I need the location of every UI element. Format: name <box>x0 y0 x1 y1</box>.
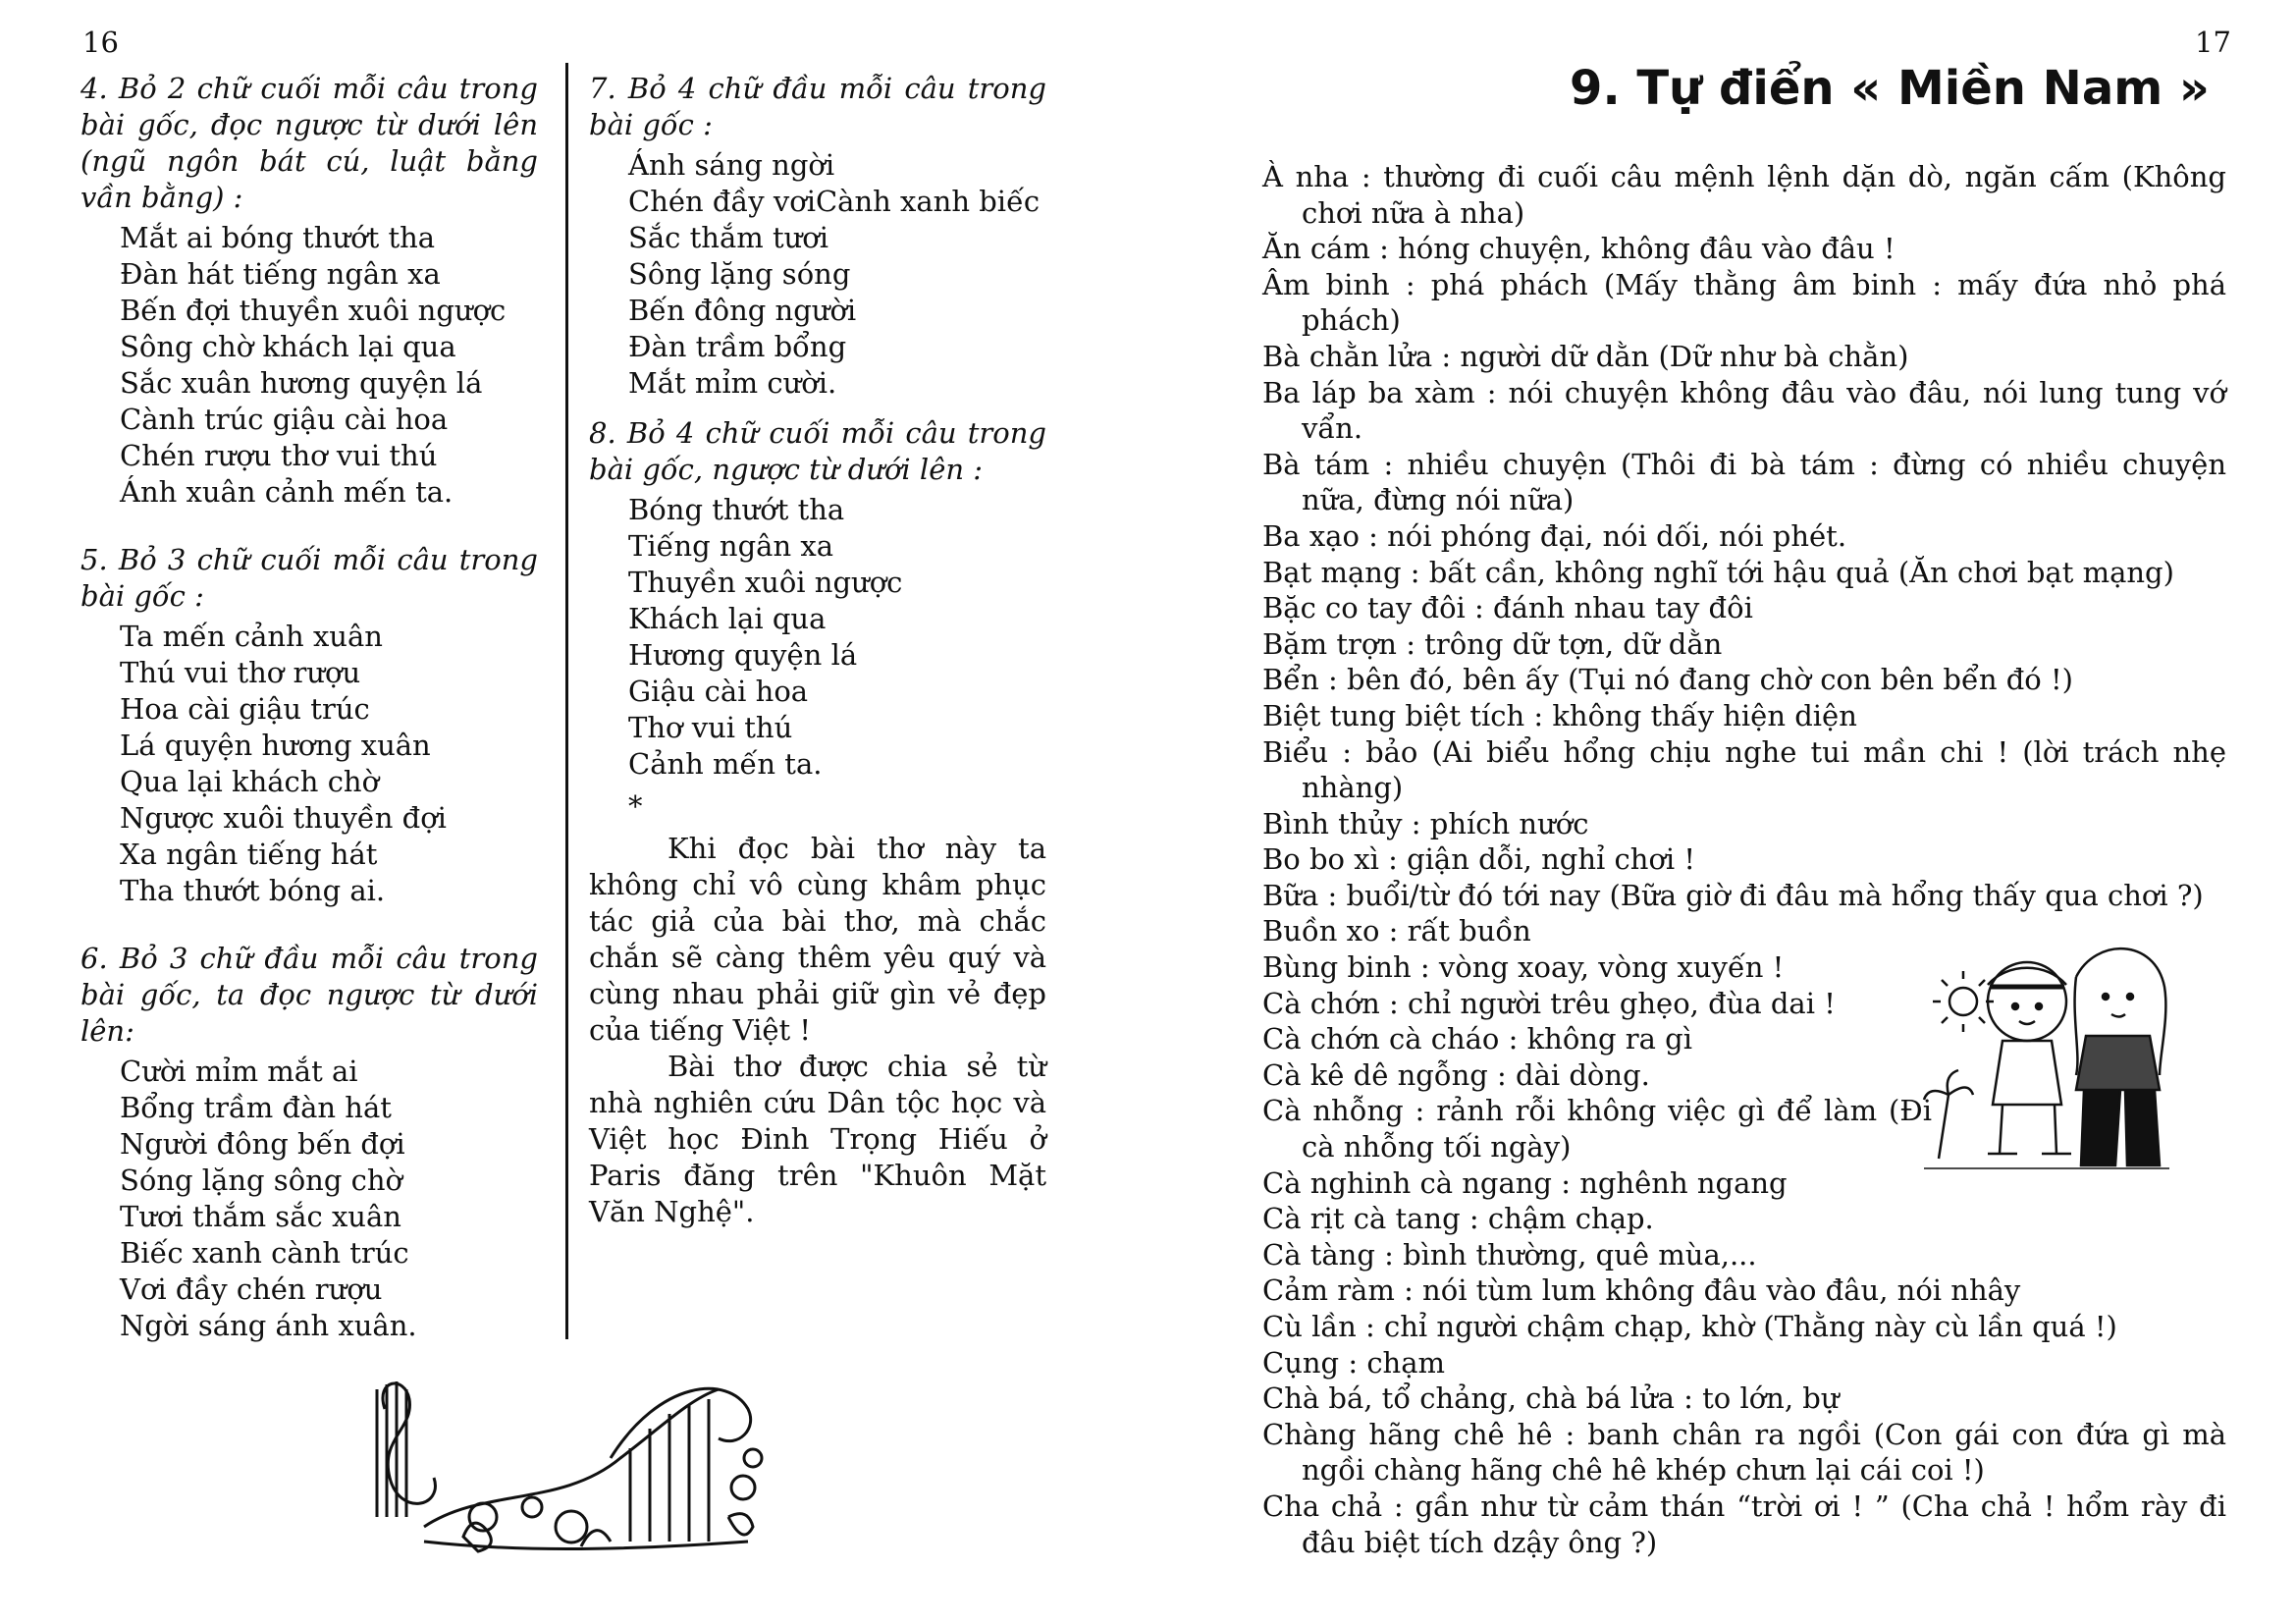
left-column-1 <box>80 71 538 1344</box>
verse-line: Tha thướt bóng ai. <box>120 874 386 907</box>
dictionary-entry: Bà chằn lửa : người dữ dằn (Dữ như bà chằn) <box>1262 339 1909 373</box>
verse-line: Mắt ai bóng thướt tha <box>120 221 436 254</box>
verse-line: Sắc xuân hương quyện lá <box>120 366 483 400</box>
section-4-title: 4. Bỏ 2 chữ cuối mỗi câu trong bài gốc, đọc ngược từ dưới lên (ngũ ngôn bát cú, luật bằng vần bằng) : <box>80 72 538 214</box>
verse-line: Tiếng ngân xa <box>628 529 833 563</box>
section-6-verse <box>120 1054 538 1344</box>
dictionary-entry: Bo bo xì : giận dỗi, nghỉ chơi ! <box>1262 842 1696 877</box>
section-6-title: 6. Bỏ 3 chữ đầu mỗi câu trong bài gốc, ta đọc ngược từ dưới lên: <box>80 942 538 1048</box>
dictionary-entry: Cà tàng : bình thường, quê mùa,... <box>1262 1237 1757 1272</box>
verse-line: Biếc xanh cành trúc <box>120 1236 409 1270</box>
verse-line: Thú vui thơ rượu <box>120 656 361 689</box>
verse-line: Bóng thướt tha <box>628 493 845 526</box>
verse-line: Bổng trầm đàn hát <box>120 1091 392 1124</box>
dictionary-entry: Bà tám : nhiều chuyện (Thôi đi bà tám : đừng có nhiều chuyện nữa, đừng nói nữa) <box>1262 447 2226 517</box>
section-8-title: 8. Bỏ 4 chữ cuối mỗi câu trong bài gốc, ngược từ dưới lên : <box>589 416 1046 486</box>
verse-line: Tươi thắm sắc xuân <box>120 1200 401 1233</box>
verse-line: Đàn trầm bổng <box>628 330 847 363</box>
dictionary-entry: Ba láp ba xàm : nói chuyện không đâu vào đâu, nói lung tung vớ vẩn. <box>1262 375 2226 446</box>
verse-line: Sóng lặng sông chờ <box>120 1164 402 1197</box>
verse-line: Ngược xuôi thuyền đợi <box>120 801 447 835</box>
dictionary-entry: Bạt mạng : bất cần, không nghĩ tới hậu quả (Ăn chơi bạt mạng) <box>1262 555 2174 589</box>
section-5-verse <box>120 619 538 909</box>
verse-line: Thơ vui thú <box>628 711 793 744</box>
verse-line: Ánh sáng ngời <box>628 148 835 182</box>
dictionary-entry: Ba xạo : nói phóng đại, nói dối, nói phét. <box>1262 518 1847 553</box>
dictionary-entry: Cù lần : chỉ người chậm chạp, khờ (Thằng này cù lần quá !) <box>1262 1310 2117 1343</box>
dictionary-entry: À nha : thường đi cuối câu mệnh lệnh dặn dò, ngăn cấm (Không chơi nữa à nha) <box>1262 160 2226 230</box>
closing-paragraph-2: Bài thơ được chia sẻ từ nhà nghiên cứu Dân tộc học và Việt học Đinh Trọng Hiếu ở Paris đăng trên "Khuôn Mặt Văn Nghệ". <box>589 1050 1046 1228</box>
dictionary-entry: Cảm ràm : nói tùm lum không đâu vào đâu, nói nhây <box>1262 1273 2021 1308</box>
verse-line: Đàn hát tiếng ngân xa <box>120 257 441 291</box>
verse-line: Cảnh mến ta. <box>628 747 823 781</box>
verse-line: Cành trúc giậu cài hoa <box>120 403 449 436</box>
verse-line: Hương quyện lá <box>628 638 858 672</box>
column-divider <box>565 63 568 1339</box>
closing-paragraph-1: Khi đọc bài thơ này ta không chỉ vô cùng khâm phục tác giả của bài thơ, mà chắc chắn sẽ càng thêm yêu quý và cùng nhau phải giữ gìn vẻ đẹp của tiếng Việt ! <box>589 832 1046 1047</box>
dictionary-entry: Bữa : buổi/từ đó tới nay (Bữa giờ đi đâu mà hổng thấy qua chơi ?) <box>1262 878 2204 912</box>
verse-line: Mắt mỉm cười. <box>628 366 837 400</box>
section-5-title: 5. Bỏ 3 chữ cuối mỗi câu trong bài gốc : <box>80 543 538 613</box>
dictionary-entry: Cà nghinh cà ngang : nghênh ngang <box>1262 1165 1788 1200</box>
dictionary-entry: Bặm trợn : trông dữ tợn, dữ dằn <box>1262 626 1723 661</box>
verse-line: Sắc thắm tươi <box>628 221 829 254</box>
page-title: 9. Tự điển « Miền Nam » <box>1570 61 2210 116</box>
verse-line: Sông lặng sóng <box>628 257 851 291</box>
dictionary-entry: Cà kê dê ngỗng : dài dòng. <box>1262 1057 1650 1092</box>
verse-line: Hoa cài giậu trúc <box>120 692 370 726</box>
dictionary-entry: Buồn xo : rất buồn <box>1262 914 1531 948</box>
verse-line: Ngời sáng ánh xuân. <box>120 1309 417 1342</box>
dictionary-entry: Cà nhỗng : rảnh rỗi không việc gì để làm (Đi cà nhỗng tối ngày) <box>1262 1094 1932 1164</box>
dictionary-entry: Cà rịt cà tang : chậm chạp. <box>1262 1202 1654 1236</box>
section-8-verse <box>628 492 1046 783</box>
dictionary-entry: Cha chả : gần như từ cảm thán “trời ơi ! ” (Cha chả ! hổm rày đi đâu biệt tích dzậy ông ?) <box>1262 1489 2226 1559</box>
verse-line: Sông chờ khách lại qua <box>120 330 456 363</box>
verse-line: Bến đợi thuyền xuôi ngược <box>120 294 507 327</box>
verse-line: Xa ngân tiếng hát <box>120 838 378 871</box>
dictionary-entry: Âm binh : phá phách (Mấy thằng âm binh : mấy đứa nhỏ phá phách) <box>1262 267 2226 338</box>
verse-line: Thuyền xuôi ngược <box>628 566 903 599</box>
children-illustration-icon <box>1919 908 2179 1178</box>
dictionary-entry: Biệt tung biệt tích : không thấy hiện diện <box>1262 698 1857 732</box>
dictionary-entry: Bển : bên đó, bên ấy (Tụi nó đang chờ con bên bển đó !) <box>1262 663 2073 697</box>
dictionary-entry: Bặc co tay đôi : đánh nhau tay đôi <box>1262 591 1753 625</box>
dictionary-entry: Cà chớn cà cháo : không ra gì <box>1262 1022 1692 1056</box>
dictionary-entries <box>1262 159 2226 1560</box>
verse-line: Chén rượu thơ vui thú <box>120 439 438 472</box>
verse-line: Ta mến cảnh xuân <box>120 620 383 653</box>
verse-line: Người đông bến đợi <box>120 1127 405 1161</box>
section-7-verse <box>628 147 1046 402</box>
dictionary-entry: Chà bá, tổ chảng, chà bá lửa : to lớn, bự <box>1262 1381 1840 1416</box>
dictionary-entry: Ăn cám : hóng chuyện, không đâu vào đâu ! <box>1262 232 1896 266</box>
verse-line: Ánh xuân cảnh mến ta. <box>120 475 454 509</box>
dictionary-entry: Bùng binh : vòng xoay, vòng xuyến ! <box>1262 950 1785 985</box>
verse-line: Chén đầy vơiCành xanh biếc <box>628 185 1041 218</box>
left-column-2 <box>589 71 1046 1230</box>
harp-ornament-icon <box>365 1370 777 1561</box>
asterisk-separator: * <box>628 789 643 823</box>
dictionary-entry: Cụng : chạm <box>1262 1345 1446 1380</box>
dictionary-entry: Bình thủy : phích nước <box>1262 806 1589 840</box>
section-7-title: 7. Bỏ 4 chữ đầu mỗi câu trong bài gốc : <box>589 72 1046 141</box>
dictionary-entry: Chàng hãng chê hê : banh chân ra ngồi (Con gái con đứa gì mà ngồi chàng hãng chê hê khép chưn lại cái coi !) <box>1262 1417 2226 1488</box>
page-number-left: 16 <box>82 26 119 59</box>
verse-line: Vơi đầy chén rượu <box>120 1272 383 1306</box>
verse-line: Bến đông người <box>628 294 857 327</box>
dictionary-entry: Cà chớn : chỉ người trêu ghẹo, đùa dai ! <box>1262 986 1836 1020</box>
verse-line: Cười mỉm mắt ai <box>120 1055 358 1088</box>
section-4-verse <box>120 220 538 511</box>
dictionary-entry: Biểu : bảo (Ai biểu hổng chịu nghe tui mần chi ! (lời trách nhẹ nhàng) <box>1262 734 2226 805</box>
page-number-right: 17 <box>2195 26 2231 59</box>
verse-line: Qua lại khách chờ <box>120 765 380 798</box>
verse-line: Giậu cài hoa <box>628 675 809 708</box>
verse-line: Khách lại qua <box>628 602 827 635</box>
verse-line: Lá quyện hương xuân <box>120 729 431 762</box>
